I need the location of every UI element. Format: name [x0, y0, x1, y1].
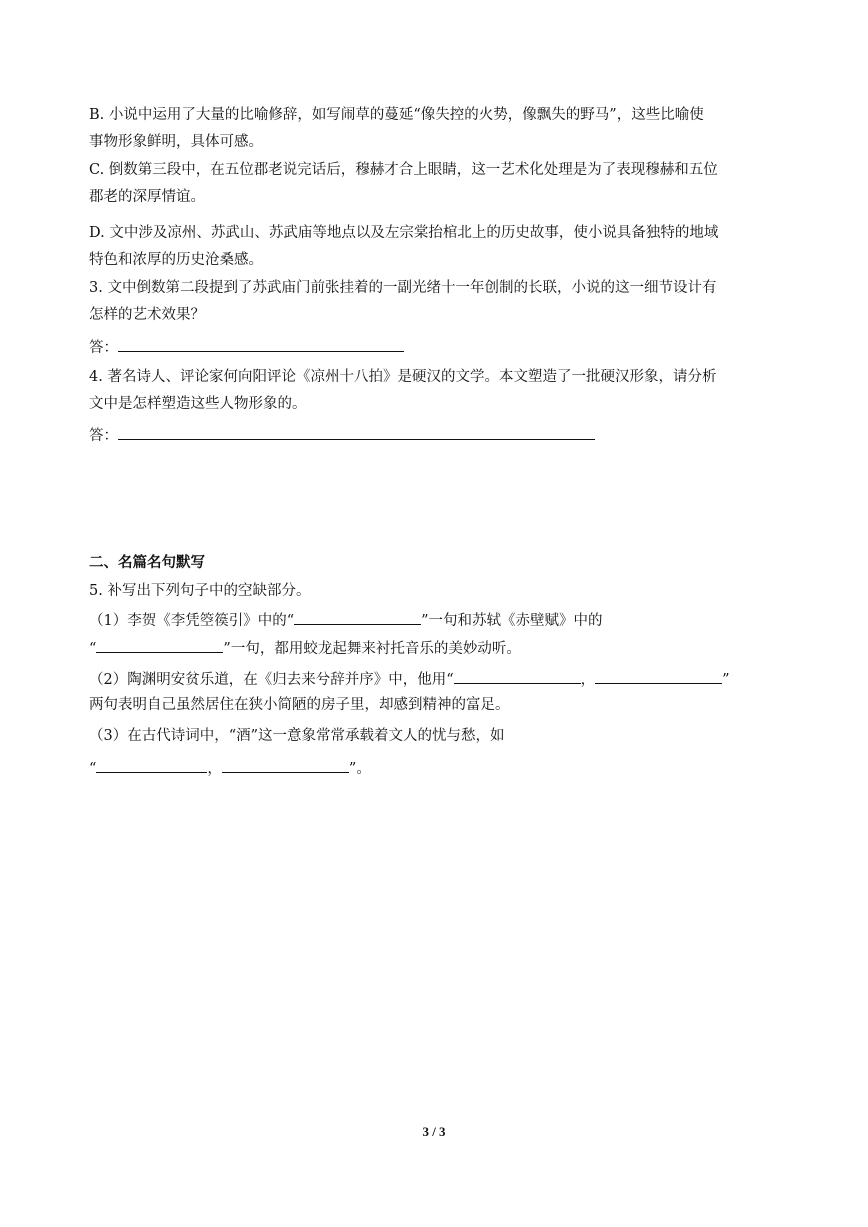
answer-blank[interactable] — [118, 337, 404, 352]
option-c-line-1: C. 倒数第三段中，在五位郡老说完话后，穆赫才合上眼睛，这一艺术化处理是为了表现穆赫和五位 — [89, 162, 718, 178]
item-text: ”一句和苏轼《赤壁赋》中的 — [421, 613, 603, 629]
item-text: “ — [89, 641, 97, 657]
item-text: （1）李贺《李凭箜篌引》中的“ — [89, 613, 295, 629]
fill-blank[interactable] — [222, 758, 349, 773]
question-5-item-2-line-2: 两句表明自己虽然居住在狭小简陋的房子里，却感到精神的富足。 — [89, 697, 510, 713]
item-text: “ — [89, 761, 97, 777]
question-5-item-1-line-1 — [89, 610, 603, 630]
question-4-answer-row — [89, 425, 595, 445]
option-b-line-2: 事物形象鲜明，具体可感。 — [89, 134, 263, 150]
fill-blank[interactable] — [96, 758, 207, 773]
question-3-answer-row — [89, 337, 404, 357]
fill-blank[interactable] — [96, 638, 223, 653]
page-number: 3 / 3 — [422, 1124, 446, 1139]
answer-label: 答： — [89, 340, 118, 356]
item-text: ”一句，都用蛟龙起舞来衬托音乐的美妙动听。 — [223, 641, 521, 657]
item-text: ， — [580, 672, 596, 688]
question-5-stem: 5. 补写出下列句子中的空缺部分。 — [89, 583, 311, 599]
section-heading: 二、名篇名句默写 — [89, 555, 205, 571]
question-5-item-2-line-1 — [89, 669, 730, 689]
item-text: ” — [722, 672, 730, 688]
item-text: ”。 — [348, 761, 371, 777]
question-3-line-1: 3. 文中倒数第二段提到了苏武庙门前张挂着的一副光绪十一年创制的长联，小说的这一细节设计有 — [89, 280, 717, 296]
question-3-line-2: 怎样的艺术效果？ — [89, 307, 205, 323]
question-5-item-3-line-1: （3）在古代诗词中，“酒”这一意象常常承载着文人的忧与愁，如 — [89, 728, 505, 744]
option-d-line-2: 特色和浓厚的历史沧桑感。 — [89, 252, 263, 268]
question-5-item-1-line-2 — [89, 638, 521, 658]
fill-blank[interactable] — [294, 610, 421, 625]
answer-label: 答： — [89, 428, 118, 444]
option-b-line-1: B. 小说中运用了大量的比喻修辞，如写闹草的蔓延“像失控的火势，像飘失的野马”，这些比喻使 — [89, 107, 704, 123]
option-d-line-1: D. 文中涉及凉州、苏武山、苏武庙等地点以及左宗棠抬棺北上的历史故事，使小说具备独特的地域 — [89, 225, 719, 241]
item-text: ， — [207, 761, 222, 777]
fill-blank[interactable] — [595, 669, 722, 684]
question-4-line-2: 文中是怎样塑造这些人物形象的。 — [89, 396, 307, 412]
item-text: （2）陶渊明安贫乐道，在《归去来兮辞并序》中，他用“ — [89, 672, 454, 688]
fill-blank[interactable] — [454, 669, 581, 684]
answer-blank[interactable] — [118, 425, 595, 440]
question-4-line-1: 4. 著名诗人、评论家何向阳评论《凉州十八拍》是硬汉的文学。本文塑造了一批硬汉形象，请分析 — [89, 369, 717, 385]
question-5-item-3-line-2 — [89, 758, 371, 778]
option-c-line-2: 郡老的深厚情谊。 — [89, 189, 205, 205]
